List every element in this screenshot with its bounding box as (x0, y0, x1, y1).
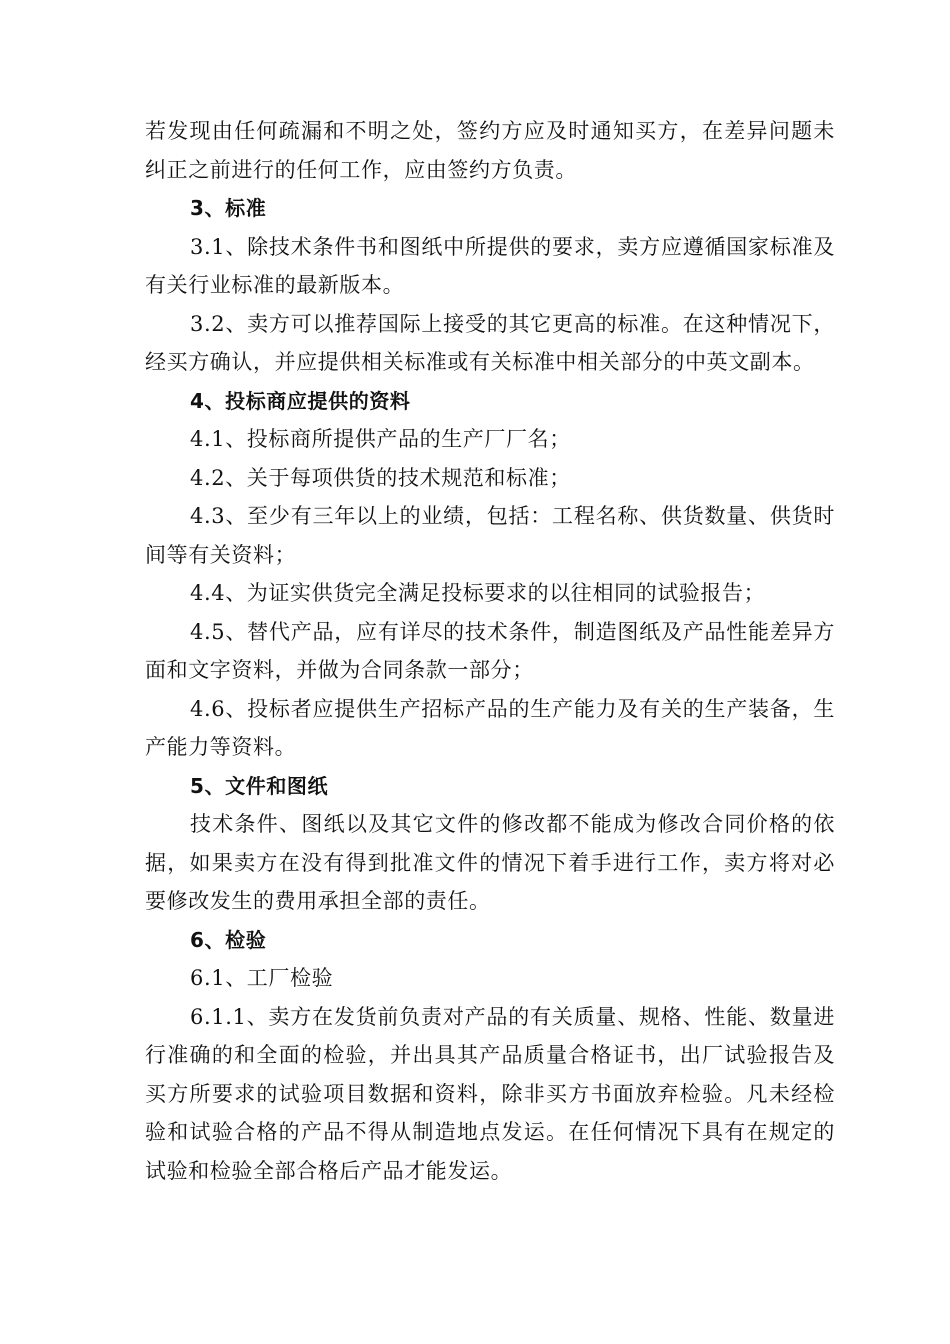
paragraph-4-3: 4.3、至少有三年以上的业绩，包括：工程名称、供货数量、供货时间等有关资料； (145, 504, 835, 567)
section-heading-6: 6、检验 (190, 927, 267, 952)
paragraph-4-2: 4.2、关于每项供货的技术规范和标准； (190, 465, 571, 490)
paragraph-4-1: 4.1、投标商所提供产品的生产厂厂名； (190, 427, 571, 451)
document-body (145, 112, 835, 1190)
paragraph-4-5: 4.5、替代产品，应有详尽的技术条件，制造图纸及产品性能差异方面和文字资料，并做为合同条款一部分； (145, 619, 835, 682)
paragraph-6-1-1: 6.1.1、卖方在发货前负责对产品的有关质量、规格、性能、数量进行准确的和全面的检验，并出具其产品质量合格证书，出厂试验报告及买方所要求的试验项目数据和资料，除非买方书面放弃检验。凡未经检验和试验合格的产品不得从制造地点发运。在任何情况下具有在规定的试验和检验全部合格后产品才能发运。 (145, 1004, 835, 1183)
section-heading-4: 4、投标商应提供的资料 (190, 388, 411, 413)
paragraph-5: 技术条件、图纸以及其它文件的修改都不能成为修改合同价格的依据，如果卖方在没有得到批准文件的情况下着手进行工作，卖方将对必要修改发生的费用承担全部的责任。 (145, 812, 835, 913)
paragraph-4-6: 4.6、投标者应提供生产招标产品的生产能力及有关的生产装备，生产能力等资料。 (145, 696, 835, 759)
paragraph-intro: 若发现由任何疏漏和不明之处，签约方应及时通知买方，在差异问题未纠正之前进行的任何工作，应由签约方负责。 (145, 119, 835, 182)
paragraph-3-2: 3.2、卖方可以推荐国际上接受的其它更高的标准。在这种情况下，经买方确认，并应提供相关标准或有关标准中相关部分的中英文副本。 (145, 311, 835, 374)
section-heading-3: 3、标准 (190, 196, 267, 220)
section-heading-5: 5、文件和图纸 (190, 773, 329, 798)
paragraph-4-4: 4.4、为证实供货完全满足投标要求的以往相同的试验报告； (190, 581, 766, 605)
paragraph-3-1: 3.1、除技术条件书和图纸中所提供的要求，卖方应遵循国家标准及有关行业标准的最新版本。 (145, 234, 835, 297)
paragraph-6-1: 6.1、工厂检验 (190, 966, 334, 990)
